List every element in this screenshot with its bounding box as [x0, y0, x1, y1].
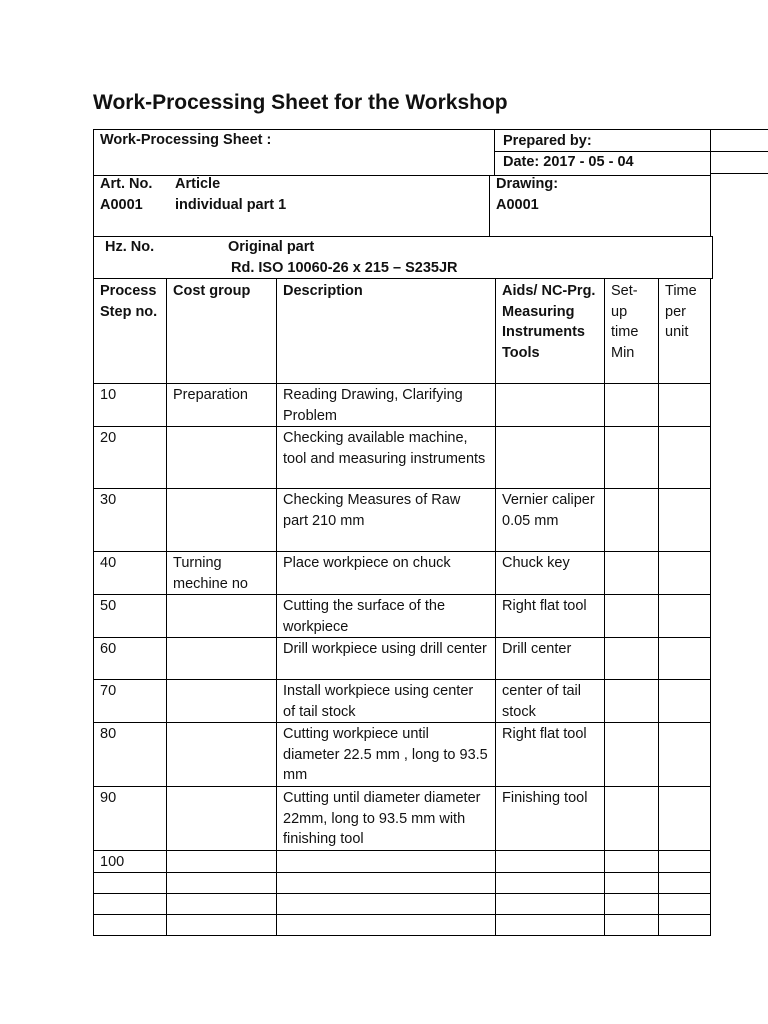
step-cell: 40	[94, 552, 167, 595]
cost-group-cell	[167, 680, 277, 723]
aids-cell	[496, 384, 605, 427]
table-row	[94, 894, 711, 915]
description-cell	[277, 915, 496, 936]
column-header-step: Process Step no.	[94, 279, 167, 384]
table-row	[94, 427, 711, 489]
aids-cell	[496, 894, 605, 915]
time-cell	[659, 787, 711, 851]
article-value: individual part 1	[175, 197, 287, 213]
description-cell	[277, 894, 496, 915]
page-title: Work-Processing Sheet for the Workshop	[93, 91, 508, 114]
divider	[711, 173, 768, 174]
aids-cell: Right flat tool	[496, 723, 605, 787]
drawing-value: A0001	[496, 197, 539, 213]
step-cell: 50	[94, 595, 167, 638]
setup-cell	[605, 595, 659, 638]
sheet-label: Work-Processing Sheet :	[100, 132, 272, 148]
table-header-row	[94, 279, 711, 384]
original-part-label: Original part	[228, 239, 315, 255]
step-cell: 30	[94, 489, 167, 552]
article-label: Article	[175, 176, 221, 192]
time-cell	[659, 384, 711, 427]
table-row	[94, 384, 711, 427]
step-cell	[94, 915, 167, 936]
aids-cell: Chuck key	[496, 552, 605, 595]
description-cell	[277, 850, 496, 873]
setup-cell	[605, 723, 659, 787]
column-header-time: Time per unit	[659, 279, 711, 384]
step-cell	[94, 873, 167, 894]
description-cell: Checking Measures of Raw part 210 mm	[277, 489, 496, 552]
aids-cell	[496, 850, 605, 873]
column-header-setup: Set-up time Min	[605, 279, 659, 384]
aids-cell	[496, 873, 605, 894]
description-cell: Place workpiece on chuck	[277, 552, 496, 595]
step-cell: 80	[94, 723, 167, 787]
art-no-label: Art. No.	[100, 176, 153, 192]
cost-group-cell	[167, 787, 277, 851]
setup-cell	[605, 384, 659, 427]
setup-cell	[605, 873, 659, 894]
aids-cell: Drill center	[496, 638, 605, 680]
time-cell	[659, 723, 711, 787]
setup-cell	[605, 427, 659, 489]
cost-group-cell	[167, 850, 277, 873]
hz-no-label: Hz. No.	[105, 239, 155, 255]
step-cell: 70	[94, 680, 167, 723]
column-header-cost-group: Cost group	[167, 279, 277, 384]
cost-group-cell	[167, 873, 277, 894]
aids-cell: Finishing tool	[496, 787, 605, 851]
drawing-label: Drawing:	[496, 176, 559, 192]
cost-group-cell	[167, 595, 277, 638]
description-cell: Drill workpiece using drill center	[277, 638, 496, 680]
setup-cell	[605, 489, 659, 552]
step-cell: 10	[94, 384, 167, 427]
table-row	[94, 873, 711, 894]
art-no-value: A0001	[100, 197, 143, 213]
aids-cell: Vernier caliper 0.05 mm	[496, 489, 605, 552]
cost-group-cell: Turning mechine no	[167, 552, 277, 595]
description-cell: Cutting the surface of the workpiece	[277, 595, 496, 638]
table-row	[94, 552, 711, 595]
time-cell	[659, 427, 711, 489]
aids-cell	[496, 427, 605, 489]
cost-group-cell	[167, 638, 277, 680]
divider	[711, 129, 768, 130]
table-row	[94, 595, 711, 638]
time-cell	[659, 638, 711, 680]
time-cell	[659, 873, 711, 894]
cost-group-cell: Preparation	[167, 384, 277, 427]
time-cell	[659, 850, 711, 873]
description-cell	[277, 873, 496, 894]
aids-cell: Right flat tool	[496, 595, 605, 638]
description-cell: Reading Drawing, Clarifying Problem	[277, 384, 496, 427]
aids-cell	[496, 915, 605, 936]
original-part-value: Rd. ISO 10060-26 x 215 – S235JR	[231, 260, 458, 276]
cost-group-cell	[167, 489, 277, 552]
date-text: Date: 2017 - 05 - 04	[503, 154, 634, 170]
step-cell: 60	[94, 638, 167, 680]
cost-group-cell	[167, 723, 277, 787]
table-row	[94, 680, 711, 723]
divider	[489, 175, 490, 237]
column-header-aids: Aids/ NC-Prg. Measuring Instruments Tools	[496, 279, 605, 384]
table-row	[94, 850, 711, 873]
table-row	[94, 915, 711, 936]
table-row	[94, 723, 711, 787]
setup-cell	[605, 638, 659, 680]
time-cell	[659, 489, 711, 552]
description-cell: Checking available machine, tool and measuring instruments	[277, 427, 496, 489]
setup-cell	[605, 850, 659, 873]
setup-cell	[605, 552, 659, 595]
cost-group-cell	[167, 894, 277, 915]
column-header-description: Description	[277, 279, 496, 384]
description-cell: Cutting workpiece until diameter 22.5 mm , long to 93.5 mm	[277, 723, 496, 787]
step-cell: 100	[94, 850, 167, 873]
step-cell	[94, 894, 167, 915]
step-cell: 90	[94, 787, 167, 851]
cost-group-cell	[167, 427, 277, 489]
time-cell	[659, 894, 711, 915]
setup-cell	[605, 894, 659, 915]
time-cell	[659, 915, 711, 936]
cost-group-cell	[167, 915, 277, 936]
table-row	[94, 638, 711, 680]
setup-cell	[605, 915, 659, 936]
setup-cell	[605, 680, 659, 723]
time-cell	[659, 680, 711, 723]
divider	[494, 129, 495, 176]
step-cell: 20	[94, 427, 167, 489]
time-cell	[659, 552, 711, 595]
time-cell	[659, 595, 711, 638]
table-row	[94, 787, 711, 851]
process-table	[93, 278, 711, 936]
setup-cell	[605, 787, 659, 851]
description-cell: Cutting until diameter diameter 22mm, long to 93.5 mm with finishing tool	[277, 787, 496, 851]
description-cell: Install workpiece using center of tail stock	[277, 680, 496, 723]
aids-cell: center of tail stock	[496, 680, 605, 723]
table-row	[94, 489, 711, 552]
prepared-by-label: Prepared by:	[503, 133, 592, 149]
